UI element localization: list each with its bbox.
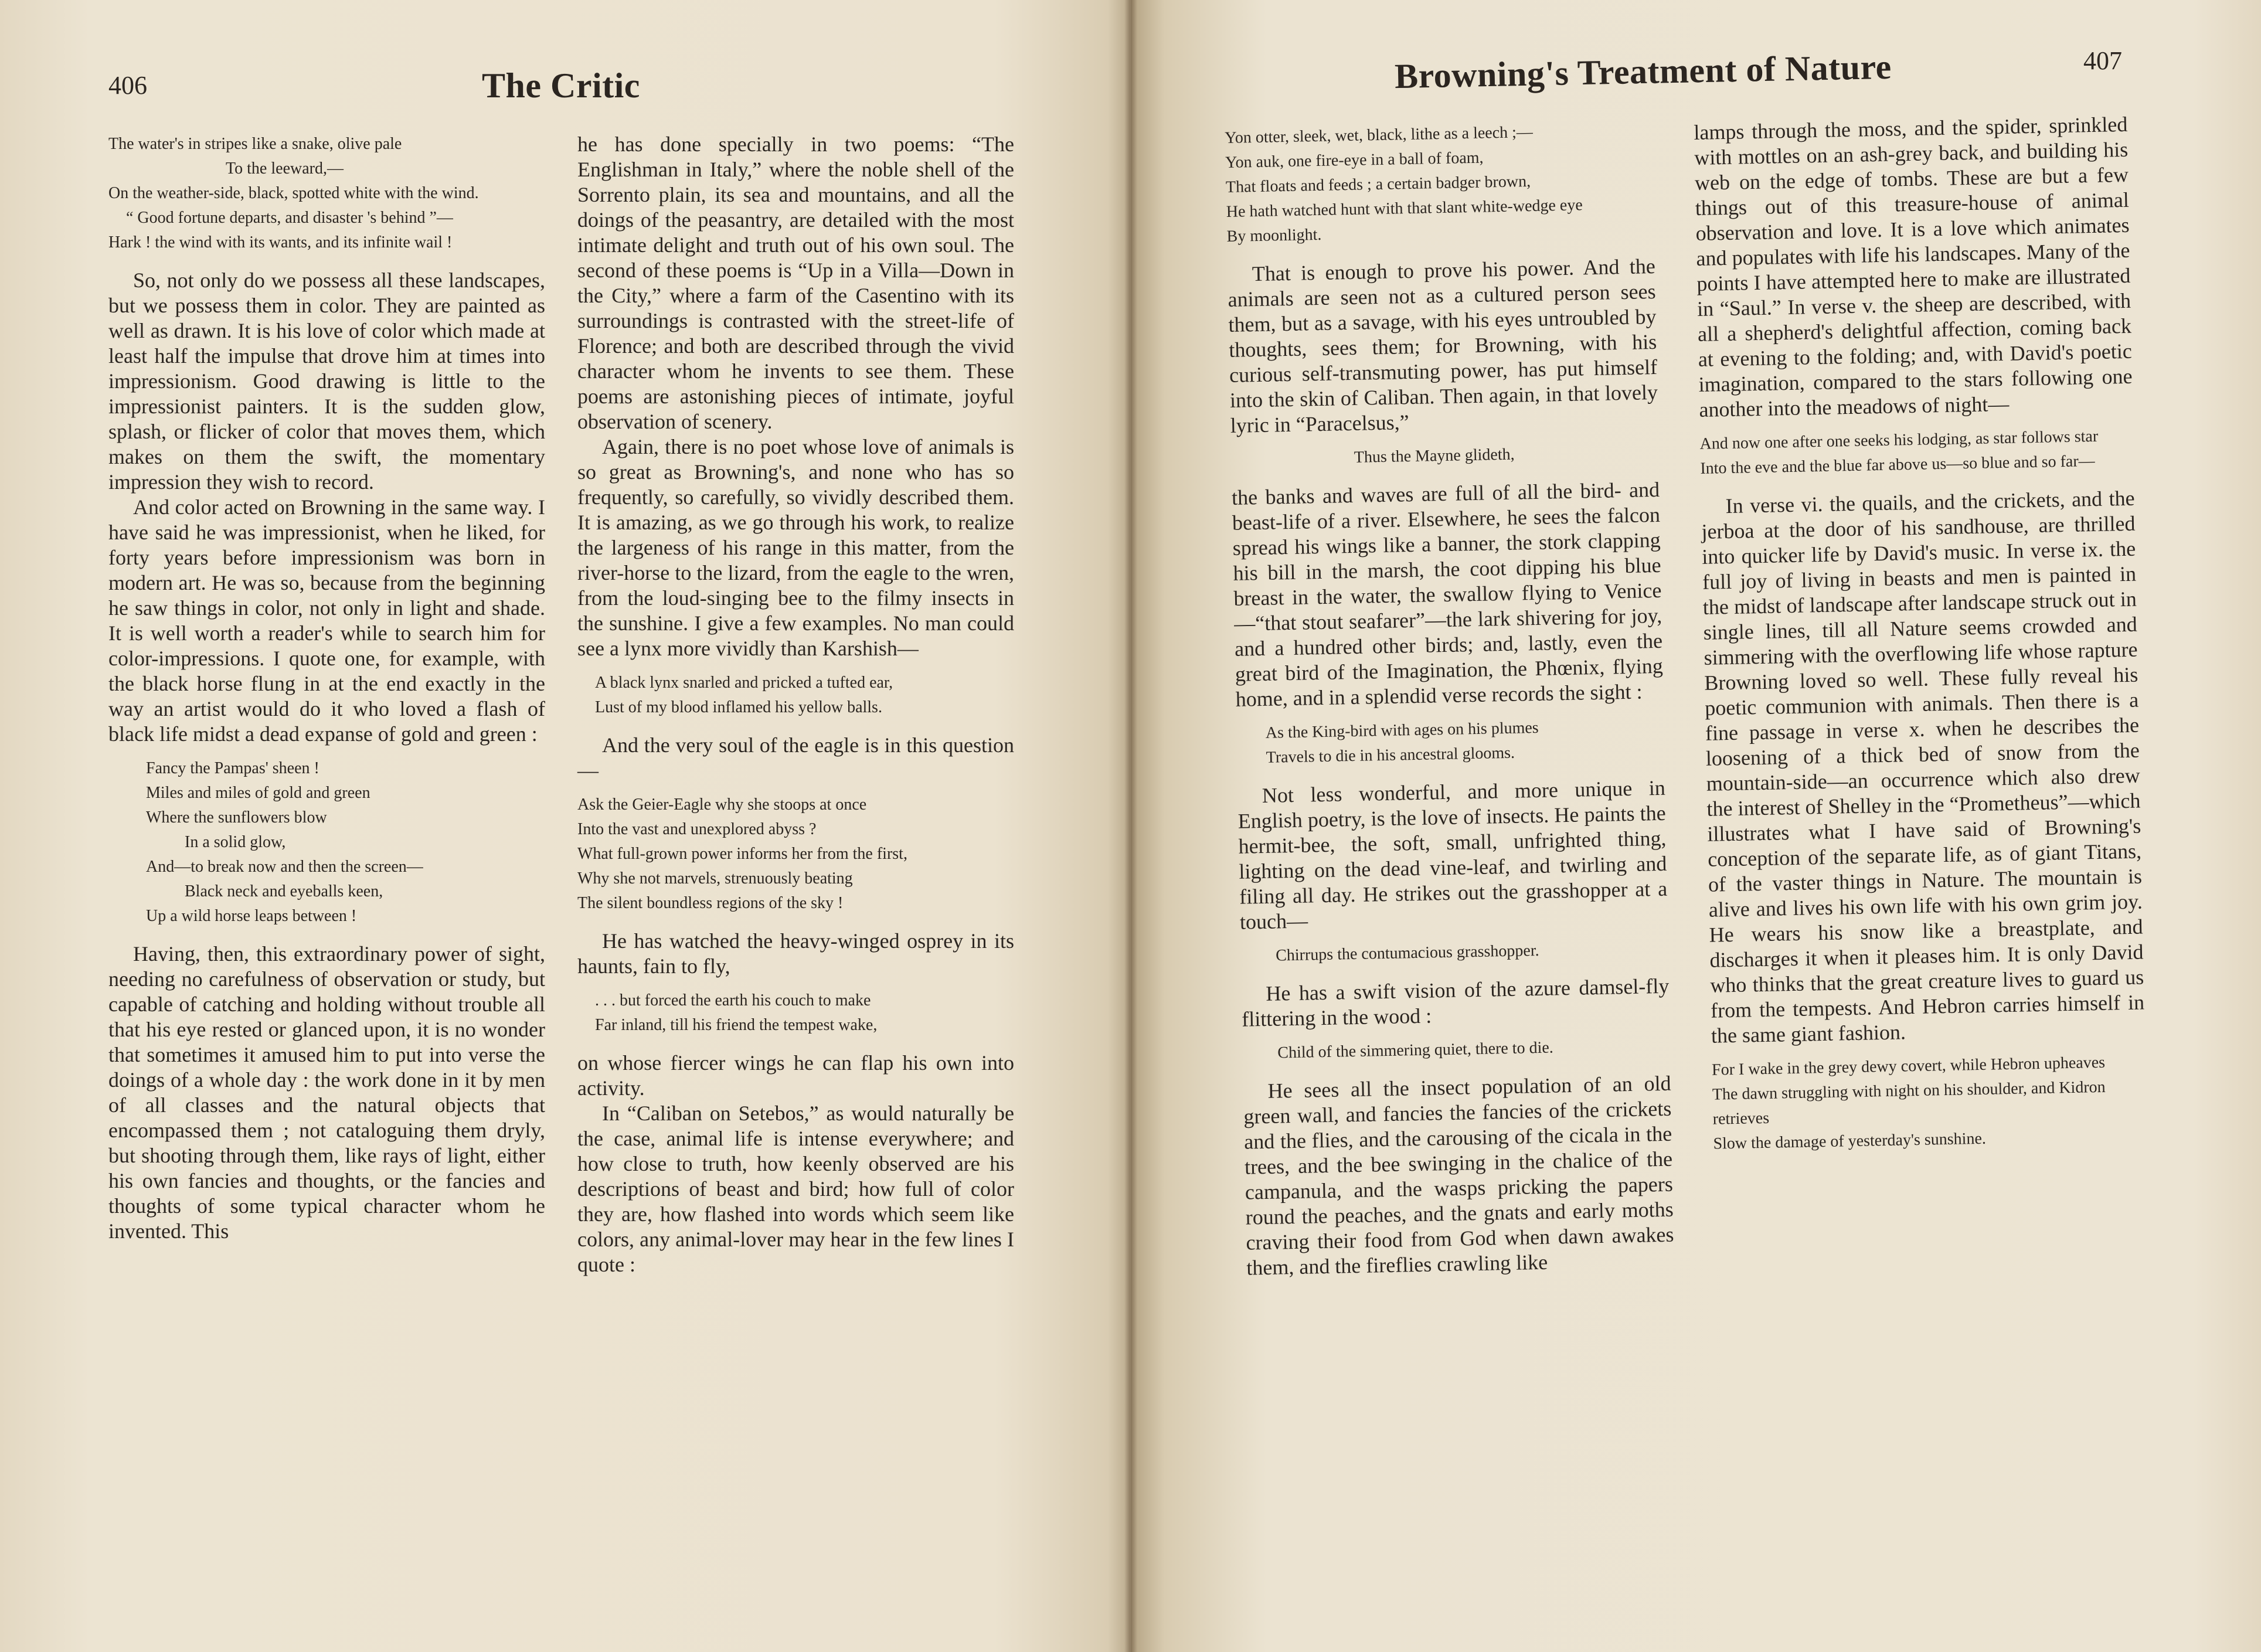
verse-line: On the weather-side, black, spotted white with the wind. (108, 184, 479, 202)
verse-block (1231, 440, 1660, 473)
verse-line: Up a wild horse leaps between ! (146, 907, 357, 925)
verse-block (108, 132, 545, 255)
verse-line: Travels to die in his ancestral glooms. (1266, 743, 1515, 767)
verse-block (577, 988, 1014, 1038)
verse-block (1225, 118, 1655, 249)
verse-block (1699, 424, 2134, 481)
verse-line: Black neck and eyeballs keen, (185, 882, 383, 900)
verse-line: And—to break now and then the screen— (146, 858, 423, 876)
verse-line: Ask the Geier-Eagle why she stoops at once (577, 796, 867, 814)
paragraph: Having, then, this extraordinary power of sight, needing no carefulness of observation or study, but capable of catching and holding without trouble all that his eye rested or glanced upon, it is no wonder that sometimes it amused him to put into verse the doings of a whole day : the work done in it by men of all classes and the natural objects that encompassed them ; not cataloguing them dryly, but shooting through them, like rays of light, either his own fancies and thoughts, or the fancies and thoughts of some typical character whom he invented. This (108, 942, 545, 1243)
verse-line: The dawn struggling with night on his shoulder, and Kidron retrieves (1712, 1077, 2106, 1128)
verse-line: Into the eve and the blue far above us—so blue and so far— (1700, 451, 2095, 478)
left-page (0, 0, 1130, 1652)
right-page (1131, 0, 2261, 1652)
verse-line: The water's in stripes like a snake, olive pale (108, 135, 402, 153)
verse-line: Yon otter, sleek, wet, black, lithe as a leech ;— (1225, 123, 1534, 147)
verse-block (108, 756, 545, 929)
verse-line: For I wake in the grey dewy covert, while Hebron upheaves (1711, 1053, 2106, 1079)
book-gutter (1124, 0, 1137, 1652)
verse-line: By moonlight. (1226, 225, 1322, 246)
paragraph: And color acted on Browning in the same way. I have said he was impressionist, when he liked, for forty years before impressionism was born in modern art. He was so, because from the beginning he saw things in color, not only in light and shade. It is well worth a reader's while to search him for color-impressions. I quote one, for example, with the black horse flung in at the end exactly in the way an artist would do it who loved a flash of black life midst a dead expanse of gold and green : (108, 495, 545, 746)
verse-line: Chirrups the contumacious grasshopper. (1275, 941, 1539, 965)
verse-line: He hath watched hunt with that slant white-wedge eye (1226, 196, 1583, 221)
verse-line: Fancy the Pampas' sheen ! (146, 759, 319, 777)
verse-block (1242, 1034, 1671, 1066)
verse-line: Miles and miles of gold and green (146, 784, 370, 802)
verse-block (1240, 936, 1669, 969)
verse-line: Why she not marvels, strenuously beating (577, 869, 853, 888)
page-number: 406 (108, 71, 147, 100)
verse-line: Into the vast and unexplored abyss ? (577, 820, 817, 838)
page-number: 407 (2083, 46, 2122, 75)
verse-block (1236, 713, 1665, 771)
verse-line: Lust of my blood inflamed his yellow balls. (595, 698, 882, 716)
paragraph: the banks and waves are full of all the bird- and beast-life of a river. Elsewhere, he sees the falcon spread his wings like a banner, the stork clapping his bill in the marsh, the coot dipping his blue breast in the water, the swallow flying to Venice—“that stout seafarer”—the lark shivering for joy, and a hundred other birds; and, lastly, even the great bird of the Imagination, the Phœnix, flying home, and in a splendid verse records the sight : (1231, 477, 1664, 711)
verse-line: That floats and feeds ; a certain badger brown, (1225, 172, 1531, 196)
paragraph: In “Caliban on Setebos,” as would naturally be the case, animal life is intense everywhere; and how close to truth, how keenly observed are his descriptions of beast and bird; how full of color they are, how flashed into words which seem like colors, any animal-lover may hear in the few lines I quote : (577, 1102, 1014, 1276)
verse-line: Thus the Mayne glideth, (1354, 445, 1515, 467)
verse-line: “ Good fortune departs, and disaster 's behind ”— (126, 209, 453, 227)
verse-line: What full-grown power informs her from the first, (577, 845, 907, 863)
paragraph: He sees all the insect population of an old green wall, and fancies the fancies of the crickets and the flies, and the carousing of the cicala in the trees, and the bee swinging in the chalice of the campanula, and the wasps pricking the papers round the peaches, and the gnats and early moths craving their food from God when dawn awakes them, and the fireflies crawling like (1243, 1071, 1674, 1280)
paragraph: He has a swift vision of the azure damsel-fly flittering in the wood : (1241, 974, 1670, 1031)
running-head: The Critic (482, 66, 640, 105)
paragraph: lamps through the moss, and the spider, sprinkled with mottles on an ash-grey back, and building his web on the edge of tombs. These are but a few things out of this treasure-house of animal observation and love. It is a love which animates and populates with life his landscapes. Many of the points I have attempted here to make are illustrated in “Saul.” In verse v. the sheep are described, with all a shepherd's delightful affection, coming back at evening to the folding; and, with David's poetic imagination, compared to the stars following one another into the meadows of night— (1694, 112, 2133, 422)
verse-line: Yon auk, one fire-eye in a ball of foam, (1225, 148, 1484, 172)
verse-line: To the leeward,— (226, 159, 344, 178)
paragraph: on whose fiercer wings he can flap his own into activity. (577, 1051, 1014, 1100)
verse-line: Far inland, till his friend the tempest wake, (595, 1016, 878, 1034)
paragraph: That is enough to prove his power. And the animals are seen not as a cultured person sees them, but as a savage, with his eyes untroubled by thoughts, sees them; for Browning, with his curious self-transmuting power, has put himself into the skin of Caliban. Then again, in that lovely lyric in “Paracelsus,” (1228, 254, 1658, 437)
right-column-2 (1694, 112, 2147, 1170)
paragraph: So, not only do we possess all these landscapes, but we possess them in color. They are painted as well as drawn. It is his love of color which made at least half the impulse that drove him at times into impressionism. Good drawing is little to the impressionist painters. It is the sudden glow, splash, or flicker of color that moves them, which makes on them the swift, the momentary impression they wish to record. (108, 268, 545, 494)
running-head: Browning's Treatment of Nature (1394, 47, 1892, 96)
right-column-1 (1225, 118, 1675, 1281)
verse-line: As the King-bird with ages on his plumes (1265, 718, 1539, 742)
verse-block (1712, 1049, 2147, 1156)
verse-line: And now one after one seeks his lodging, as star follows star (1699, 427, 2099, 453)
verse-line: A black lynx snarled and pricked a tufted ear, (595, 674, 893, 692)
paragraph: he has done specially in two poems: “The Englishman in Italy,” where the noble shell of the Sorrento plain, its sea and mountains, and all the doings of the peasantry, are detailed with the most intimate delight and truth out of his own soul. The second of these poems is “Up in a Villa—Down in the City,” where a farm of the Casentino with its surroundings is contrasted with the street-life of Florence; and both are described through the vivid character whom he invents to see them. These poems are astonishing pieces of intimate, joyful observation of scenery. (577, 132, 1014, 433)
paragraph: Not less wonderful, and more unique in English poetry, is the love of insects. He paints the hermit-bee, the soft, small, unfrighted thing, lighting on the dead vine-leaf, and twirling and filing all day. He strikes out the grasshopper at a touch— (1237, 776, 1668, 934)
verse-line: Hark ! the wind with its wants, and its infinite wail ! (108, 233, 453, 251)
verse-line: Child of the simmering quiet, there to die. (1277, 1038, 1554, 1062)
paragraph: In verse vi. the quails, and the crickets, and the jerboa at the door of his sandhouse, are thrilled into quicker life by David's music. In verse ix. the full joy of living in beasts and men is painted in the midst of landscape after landscape struck out in single lines, till all Nature seems crowded and simmering with the overflowing life whose rapture Browning loved so well. These fully reveal his poetic communion with animals. Then there is a fine passage in verse x. when he describes the loosening of a thick bed of snow from the mountain-side—an occurrence which also drew the interest of Shelley in the “Prometheus”—which illustrates what I have said of Browning's conception of the separate life, as of giant Titans, of the vaster things in Nature. The mountain is alive and lives his own life with his own grim joy. He wears his snow like a breastplate, and discharges it when it pleases him. It is only David who thinks that the great creature lives to guard us from the tempests. And Hebron carries himself in the same giant fashion. (1701, 486, 2145, 1048)
verse-line: . . . but forced the earth his couch to make (595, 991, 871, 1009)
verse-line: Where the sunflowers blow (146, 808, 327, 827)
left-column-2 (577, 132, 1014, 1277)
paragraph: He has watched the heavy-winged osprey in its haunts, fain to fly, (577, 929, 1014, 978)
verse-line: The silent boundless regions of the sky ! (577, 894, 844, 912)
paragraph: Again, there is no poet whose love of animals is so great as Browning's, and none who has so frequently, so carefully, so vividly described them. It is amazing, as we go through his work, to realize the largeness of his range in this matter, from the river-horse to the lizard, from the eagle to the wren, from the loud-singing bee to the filmy insects in the sunshine. I give a few examples. No man could see a lynx more vividly than Karshish— (577, 435, 1014, 660)
paragraph: And the very soul of the eagle is in this question— (577, 733, 1014, 782)
left-column-1 (108, 132, 545, 1244)
verse-block (577, 671, 1014, 720)
verse-line: In a solid glow, (185, 833, 286, 851)
verse-block (577, 793, 1014, 916)
verse-line: Slow the damage of yesterday's sunshine. (1713, 1129, 1987, 1153)
